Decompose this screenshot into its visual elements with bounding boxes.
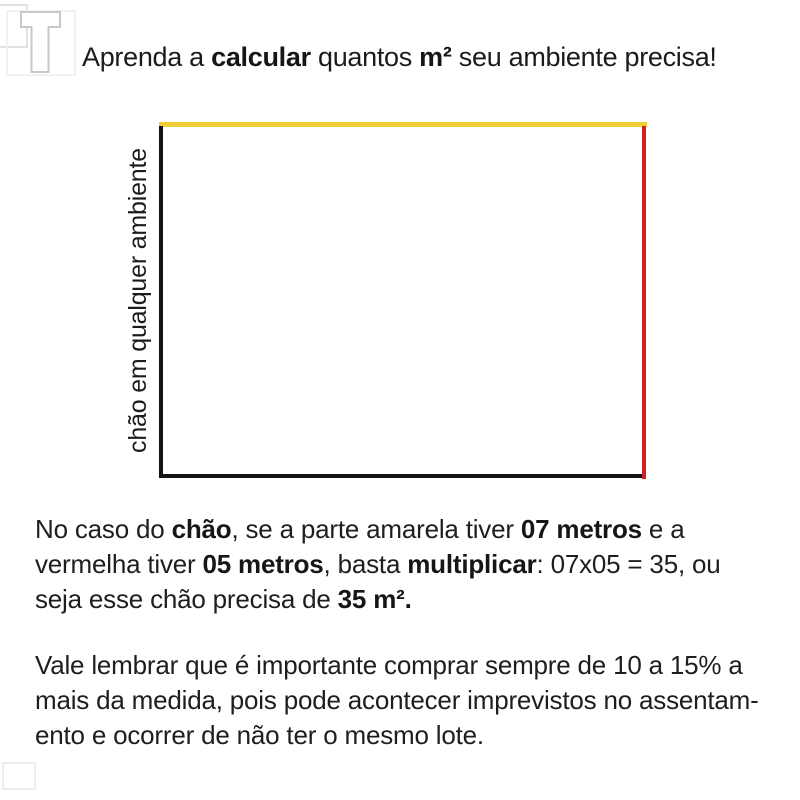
page-title <box>82 42 717 73</box>
paragraph-line: ento e ocorrer de não ter o mesmo lote. <box>35 720 484 750</box>
rectangle-right-edge-red <box>642 126 646 479</box>
text-segment: vermelha tiver <box>35 549 203 579</box>
text-segment: , basta <box>323 549 408 579</box>
rectangle-side-label-wrap <box>118 123 158 477</box>
title-segment: Aprenda a <box>82 42 212 72</box>
paragraph-line <box>35 547 721 582</box>
title-segment: seu ambiente precisa! <box>451 42 717 72</box>
text-segment: , se a parte amarela tiver <box>231 514 521 544</box>
text-segment-bold: chão <box>171 514 232 544</box>
title-segment-bold: calcular <box>211 42 311 72</box>
paragraph-line: mais da medida, pois pode acontecer imprevistos no assentam- <box>35 685 759 715</box>
text-segment: No caso do <box>35 514 172 544</box>
rectangle-top-edge-yellow <box>159 122 647 127</box>
text-segment-bold: 07 metros <box>520 514 642 544</box>
text-segment-bold: multiplicar <box>407 549 537 579</box>
rectangle-bottom-edge-black <box>159 474 646 478</box>
text-segment: seja esse chão precisa de <box>35 584 338 614</box>
text-segment: : 07x05 = 35, ou <box>536 549 721 579</box>
brand-t-logo-icon <box>0 0 90 90</box>
paragraph-line: Vale lembrar que é importante comprar sempre de 10 a 15% a <box>35 650 743 680</box>
title-segment-bold: m² <box>419 42 452 72</box>
title-segment: quantos <box>310 42 420 72</box>
watermark-square-bottom-left <box>2 762 36 790</box>
paragraph-line <box>35 512 721 547</box>
text-segment-bold: 35 m². <box>337 584 412 614</box>
text-segment-bold: 05 metros <box>202 549 324 579</box>
rectangle-left-edge-black <box>159 126 163 478</box>
rectangle-side-label: chão em qualquer ambiente <box>123 147 152 453</box>
text-segment: e a <box>641 514 685 544</box>
explanation-paragraph <box>35 512 721 617</box>
tip-paragraph <box>35 648 759 753</box>
paragraph-line <box>35 582 721 617</box>
